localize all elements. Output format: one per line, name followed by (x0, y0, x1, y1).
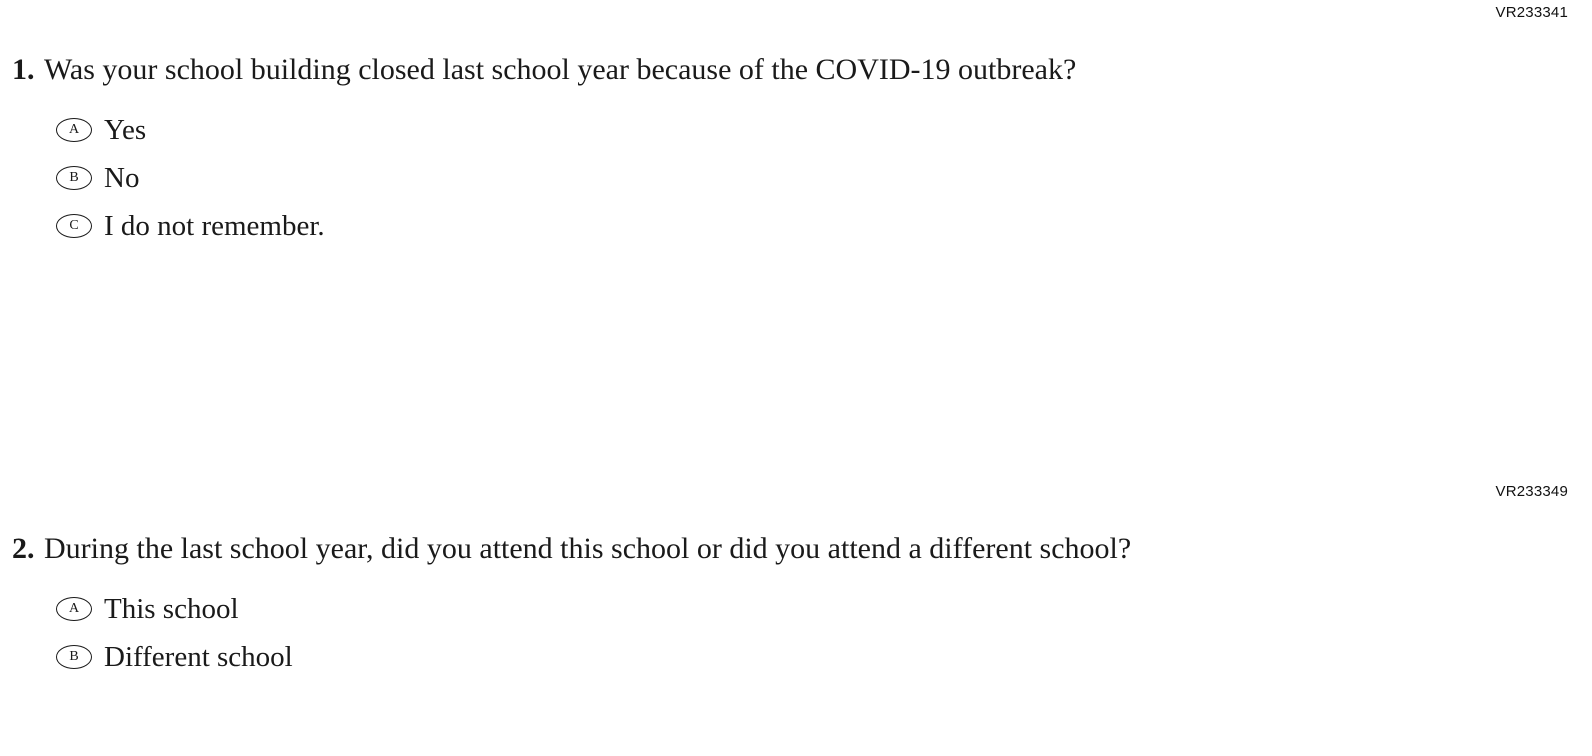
option-2-a[interactable] (56, 585, 1560, 633)
option-label-2-b: Different school (104, 641, 293, 673)
option-label-2-a: This school (104, 593, 239, 625)
item-code-2: VR233349 (1495, 483, 1568, 500)
question-number-2: 2. (12, 532, 35, 565)
question-text-2: During the last school year, did you attend this school or did you attend a different school? (44, 532, 1132, 565)
option-label-1-a: Yes (104, 114, 147, 146)
question-number-1: 1. (12, 53, 35, 86)
bubble-a-icon[interactable]: A (56, 118, 92, 142)
option-2-b[interactable] (56, 633, 1560, 681)
bubble-c-icon[interactable]: C (56, 214, 92, 238)
options-list-2 (0, 585, 1560, 681)
question-block-2 (0, 529, 1560, 681)
bubble-b-icon[interactable]: B (56, 166, 92, 190)
question-header-2 (0, 529, 1560, 569)
option-1-a[interactable] (56, 106, 1560, 154)
bubble-b-icon[interactable]: B (56, 645, 92, 669)
option-label-1-c: I do not remember. (104, 210, 325, 242)
options-list-1 (0, 106, 1560, 250)
bubble-a-icon[interactable]: A (56, 597, 92, 621)
option-1-c[interactable] (56, 202, 1560, 250)
option-1-b[interactable] (56, 154, 1560, 202)
option-label-1-b: No (104, 162, 140, 194)
question-block-1 (0, 50, 1560, 250)
question-header-1 (0, 50, 1560, 90)
question-text-1: Was your school building closed last school year because of the COVID-19 outbreak? (44, 53, 1077, 86)
item-code-1: VR233341 (1495, 4, 1568, 21)
